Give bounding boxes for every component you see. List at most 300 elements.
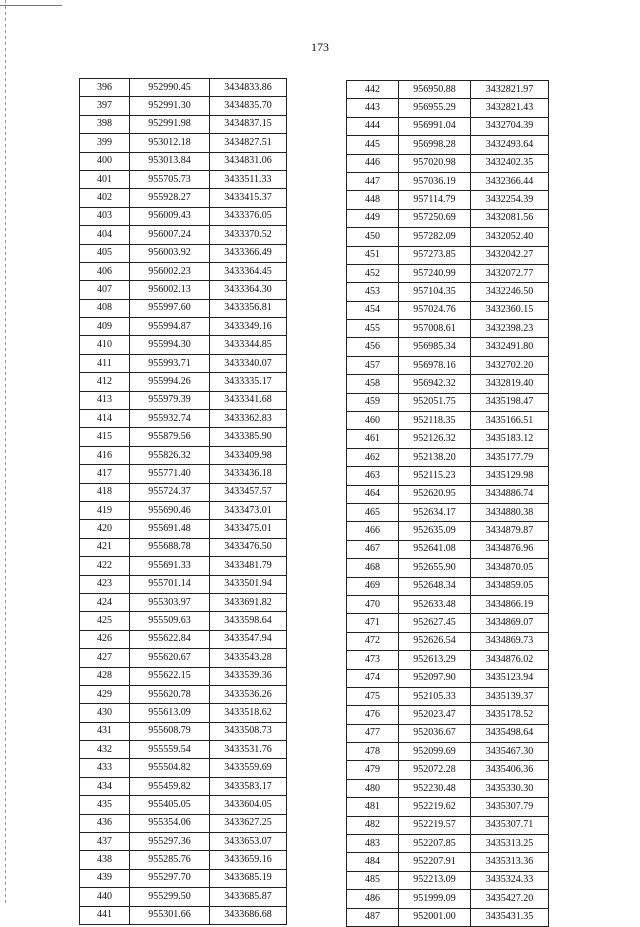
y-coordinate-cell: 3433536.26 xyxy=(210,685,287,703)
table-row xyxy=(80,465,287,483)
x-coordinate-cell: 955994.30 xyxy=(130,336,210,354)
y-coordinate-cell: 3435177.79 xyxy=(471,448,549,466)
y-coordinate-cell: 3434837.15 xyxy=(210,115,287,133)
point-number-cell: 470 xyxy=(347,595,399,613)
x-coordinate-cell: 955620.67 xyxy=(130,649,210,667)
y-coordinate-cell: 3435498.64 xyxy=(471,724,549,742)
table-row xyxy=(80,796,287,814)
x-coordinate-cell: 955622.15 xyxy=(130,667,210,685)
point-number-cell: 396 xyxy=(80,79,130,97)
y-coordinate-cell: 3435139.37 xyxy=(471,687,549,705)
table-row xyxy=(347,375,549,393)
y-coordinate-cell: 3433344.85 xyxy=(210,336,287,354)
x-coordinate-cell: 952641.08 xyxy=(399,540,471,558)
x-coordinate-cell: 955297.36 xyxy=(130,833,210,851)
y-coordinate-cell: 3433409.98 xyxy=(210,446,287,464)
x-coordinate-cell: 957008.61 xyxy=(399,320,471,338)
x-coordinate-cell: 955724.37 xyxy=(130,483,210,501)
table-row xyxy=(347,577,549,595)
y-coordinate-cell: 3433370.52 xyxy=(210,226,287,244)
point-number-cell: 411 xyxy=(80,354,130,372)
point-number-cell: 486 xyxy=(347,890,399,908)
y-coordinate-cell: 3432819.40 xyxy=(471,375,549,393)
table-row xyxy=(347,320,549,338)
y-coordinate-cell: 3432081.56 xyxy=(471,209,549,227)
point-number-cell: 461 xyxy=(347,430,399,448)
table-row xyxy=(80,354,287,372)
point-number-cell: 481 xyxy=(347,798,399,816)
table-row xyxy=(347,503,549,521)
table-row xyxy=(347,191,549,209)
table-row xyxy=(347,706,549,724)
table-row xyxy=(80,170,287,188)
x-coordinate-cell: 955826.32 xyxy=(130,446,210,464)
point-number-cell: 407 xyxy=(80,281,130,299)
point-number-cell: 418 xyxy=(80,483,130,501)
y-coordinate-cell: 3433686.68 xyxy=(210,906,287,924)
point-number-cell: 414 xyxy=(80,410,130,428)
point-number-cell: 438 xyxy=(80,851,130,869)
x-coordinate-cell: 952613.29 xyxy=(399,651,471,669)
point-number-cell: 464 xyxy=(347,485,399,503)
table-row xyxy=(347,540,549,558)
y-coordinate-cell: 3433531.76 xyxy=(210,741,287,759)
y-coordinate-cell: 3433583.17 xyxy=(210,777,287,795)
y-coordinate-cell: 3433518.62 xyxy=(210,704,287,722)
x-coordinate-cell: 956950.88 xyxy=(399,81,471,99)
table-row xyxy=(80,741,287,759)
y-coordinate-cell: 3432398.23 xyxy=(471,320,549,338)
x-coordinate-cell: 956991.04 xyxy=(399,117,471,135)
y-coordinate-cell: 3433604.05 xyxy=(210,796,287,814)
x-coordinate-cell: 956003.92 xyxy=(130,244,210,262)
point-number-cell: 417 xyxy=(80,465,130,483)
table-row xyxy=(347,209,549,227)
point-number-cell: 468 xyxy=(347,559,399,577)
x-coordinate-cell: 953013.84 xyxy=(130,152,210,170)
point-number-cell: 448 xyxy=(347,191,399,209)
y-coordinate-cell: 3435178.52 xyxy=(471,706,549,724)
x-coordinate-cell: 952620.95 xyxy=(399,485,471,503)
table-row xyxy=(347,835,549,853)
table-row xyxy=(80,777,287,795)
x-coordinate-cell: 952097.90 xyxy=(399,669,471,687)
x-coordinate-cell: 956985.34 xyxy=(399,338,471,356)
x-coordinate-cell: 952138.20 xyxy=(399,448,471,466)
y-coordinate-cell: 3435313.25 xyxy=(471,835,549,853)
x-coordinate-cell: 955688.78 xyxy=(130,538,210,556)
point-number-cell: 422 xyxy=(80,557,130,575)
point-number-cell: 469 xyxy=(347,577,399,595)
table-row xyxy=(347,393,549,411)
point-number-cell: 435 xyxy=(80,796,130,814)
x-coordinate-cell: 955354.06 xyxy=(130,814,210,832)
point-number-cell: 399 xyxy=(80,134,130,152)
y-coordinate-cell: 3433685.19 xyxy=(210,869,287,887)
x-coordinate-cell: 955690.46 xyxy=(130,501,210,519)
point-number-cell: 453 xyxy=(347,283,399,301)
y-coordinate-cell: 3435307.71 xyxy=(471,816,549,834)
table-row xyxy=(80,906,287,924)
point-number-cell: 472 xyxy=(347,632,399,650)
table-row xyxy=(347,651,549,669)
x-coordinate-cell: 956002.23 xyxy=(130,262,210,280)
table-row xyxy=(80,244,287,262)
y-coordinate-cell: 3435307.79 xyxy=(471,798,549,816)
x-coordinate-cell: 955705.73 xyxy=(130,170,210,188)
x-coordinate-cell: 956978.16 xyxy=(399,356,471,374)
table-row xyxy=(80,520,287,538)
x-coordinate-cell: 953012.18 xyxy=(130,134,210,152)
y-coordinate-cell: 3432491.80 xyxy=(471,338,549,356)
point-number-cell: 463 xyxy=(347,467,399,485)
y-coordinate-cell: 3435406.36 xyxy=(471,761,549,779)
x-coordinate-cell: 955620.78 xyxy=(130,685,210,703)
y-coordinate-cell: 3432821.43 xyxy=(471,99,549,117)
x-coordinate-cell: 955459.82 xyxy=(130,777,210,795)
x-coordinate-cell: 955994.87 xyxy=(130,318,210,336)
point-number-cell: 458 xyxy=(347,375,399,393)
table-row xyxy=(80,446,287,464)
x-coordinate-cell: 952627.45 xyxy=(399,614,471,632)
y-coordinate-cell: 3434833.86 xyxy=(210,79,287,97)
point-number-cell: 433 xyxy=(80,759,130,777)
y-coordinate-cell: 3434859.05 xyxy=(471,577,549,595)
table-row xyxy=(80,262,287,280)
point-number-cell: 405 xyxy=(80,244,130,262)
x-coordinate-cell: 952991.30 xyxy=(130,97,210,115)
table-row xyxy=(80,97,287,115)
y-coordinate-cell: 3433691.82 xyxy=(210,593,287,611)
point-number-cell: 429 xyxy=(80,685,130,703)
x-coordinate-cell: 955701.14 xyxy=(130,575,210,593)
point-number-cell: 487 xyxy=(347,908,399,926)
y-coordinate-cell: 3433335.17 xyxy=(210,373,287,391)
x-coordinate-cell: 952118.35 xyxy=(399,412,471,430)
y-coordinate-cell: 3434886.74 xyxy=(471,485,549,503)
table-row xyxy=(347,595,549,613)
y-coordinate-cell: 3434876.96 xyxy=(471,540,549,558)
table-row xyxy=(347,172,549,190)
point-number-cell: 452 xyxy=(347,264,399,282)
table-row xyxy=(347,448,549,466)
point-number-cell: 478 xyxy=(347,743,399,761)
y-coordinate-cell: 3433511.33 xyxy=(210,170,287,188)
table-row xyxy=(347,798,549,816)
point-number-cell: 437 xyxy=(80,833,130,851)
point-number-cell: 447 xyxy=(347,172,399,190)
y-coordinate-cell: 3433653.07 xyxy=(210,833,287,851)
table-row xyxy=(347,356,549,374)
y-coordinate-cell: 3433349.16 xyxy=(210,318,287,336)
y-coordinate-cell: 3433559.69 xyxy=(210,759,287,777)
x-coordinate-cell: 955301.66 xyxy=(130,906,210,924)
table-row xyxy=(80,318,287,336)
y-coordinate-cell: 3434827.51 xyxy=(210,134,287,152)
point-number-cell: 427 xyxy=(80,649,130,667)
top-rule xyxy=(0,5,62,6)
point-number-cell: 449 xyxy=(347,209,399,227)
table-row xyxy=(80,833,287,851)
table-row xyxy=(347,761,549,779)
point-number-cell: 474 xyxy=(347,669,399,687)
table-row xyxy=(80,152,287,170)
table-row xyxy=(80,722,287,740)
point-number-cell: 415 xyxy=(80,428,130,446)
x-coordinate-cell: 955993.71 xyxy=(130,354,210,372)
x-coordinate-cell: 955771.40 xyxy=(130,465,210,483)
y-coordinate-cell: 3432402.35 xyxy=(471,154,549,172)
table-row xyxy=(347,853,549,871)
table-row xyxy=(347,467,549,485)
point-number-cell: 419 xyxy=(80,501,130,519)
table-row xyxy=(347,559,549,577)
y-coordinate-cell: 3435183.12 xyxy=(471,430,549,448)
y-coordinate-cell: 3433501.94 xyxy=(210,575,287,593)
y-coordinate-cell: 3434866.19 xyxy=(471,595,549,613)
table-row xyxy=(80,391,287,409)
x-coordinate-cell: 955997.60 xyxy=(130,299,210,317)
table-row xyxy=(347,283,549,301)
table-row xyxy=(347,908,549,926)
x-coordinate-cell: 952051.75 xyxy=(399,393,471,411)
x-coordinate-cell: 952207.91 xyxy=(399,853,471,871)
point-number-cell: 439 xyxy=(80,869,130,887)
y-coordinate-cell: 3433341.68 xyxy=(210,391,287,409)
x-coordinate-cell: 957036.19 xyxy=(399,172,471,190)
table-row xyxy=(347,779,549,797)
y-coordinate-cell: 3433547.94 xyxy=(210,630,287,648)
page-number: 173 xyxy=(311,40,329,54)
point-number-cell: 413 xyxy=(80,391,130,409)
point-number-cell: 465 xyxy=(347,503,399,521)
x-coordinate-cell: 952115.23 xyxy=(399,467,471,485)
point-number-cell: 403 xyxy=(80,207,130,225)
point-number-cell: 423 xyxy=(80,575,130,593)
x-coordinate-cell: 952023.47 xyxy=(399,706,471,724)
x-coordinate-cell: 952633.48 xyxy=(399,595,471,613)
y-coordinate-cell: 3434870.05 xyxy=(471,559,549,577)
point-number-cell: 444 xyxy=(347,117,399,135)
y-coordinate-cell: 3434835.70 xyxy=(210,97,287,115)
table-row xyxy=(347,228,549,246)
y-coordinate-cell: 3432042.27 xyxy=(471,246,549,264)
point-number-cell: 455 xyxy=(347,320,399,338)
point-number-cell: 462 xyxy=(347,448,399,466)
x-coordinate-cell: 952036.67 xyxy=(399,724,471,742)
x-coordinate-cell: 952219.57 xyxy=(399,816,471,834)
table-row xyxy=(80,814,287,832)
point-number-cell: 401 xyxy=(80,170,130,188)
point-number-cell: 426 xyxy=(80,630,130,648)
x-coordinate-cell: 956955.29 xyxy=(399,99,471,117)
point-number-cell: 456 xyxy=(347,338,399,356)
x-coordinate-cell: 957250.69 xyxy=(399,209,471,227)
table-row xyxy=(80,428,287,446)
table-row xyxy=(347,816,549,834)
y-coordinate-cell: 3434869.73 xyxy=(471,632,549,650)
point-number-cell: 479 xyxy=(347,761,399,779)
table-row xyxy=(80,299,287,317)
point-number-cell: 451 xyxy=(347,246,399,264)
point-number-cell: 482 xyxy=(347,816,399,834)
y-coordinate-cell: 3432493.64 xyxy=(471,136,549,154)
y-coordinate-cell: 3435467.30 xyxy=(471,743,549,761)
point-number-cell: 420 xyxy=(80,520,130,538)
x-coordinate-cell: 955994.26 xyxy=(130,373,210,391)
y-coordinate-cell: 3434869.07 xyxy=(471,614,549,632)
table-row xyxy=(80,410,287,428)
x-coordinate-cell: 957024.76 xyxy=(399,301,471,319)
y-coordinate-cell: 3433659.16 xyxy=(210,851,287,869)
x-coordinate-cell: 957240.99 xyxy=(399,264,471,282)
point-number-cell: 416 xyxy=(80,446,130,464)
x-coordinate-cell: 955691.48 xyxy=(130,520,210,538)
point-number-cell: 440 xyxy=(80,888,130,906)
table-row xyxy=(80,557,287,575)
table-row xyxy=(347,264,549,282)
point-number-cell: 442 xyxy=(347,81,399,99)
table-row xyxy=(80,685,287,703)
y-coordinate-cell: 3432254.39 xyxy=(471,191,549,209)
x-coordinate-cell: 952655.90 xyxy=(399,559,471,577)
x-coordinate-cell: 956007.24 xyxy=(130,226,210,244)
x-coordinate-cell: 957104.35 xyxy=(399,283,471,301)
point-number-cell: 430 xyxy=(80,704,130,722)
x-coordinate-cell: 952072.28 xyxy=(399,761,471,779)
table-row xyxy=(347,99,549,117)
table-row xyxy=(347,412,549,430)
table-row xyxy=(347,632,549,650)
table-row xyxy=(347,871,549,889)
table-row xyxy=(80,134,287,152)
point-number-cell: 431 xyxy=(80,722,130,740)
table-row xyxy=(347,743,549,761)
x-coordinate-cell: 957114.79 xyxy=(399,191,471,209)
table-row xyxy=(80,575,287,593)
point-number-cell: 459 xyxy=(347,393,399,411)
y-coordinate-cell: 3432072.77 xyxy=(471,264,549,282)
table-row xyxy=(347,246,549,264)
point-number-cell: 398 xyxy=(80,115,130,133)
table-row xyxy=(347,522,549,540)
x-coordinate-cell: 955932.74 xyxy=(130,410,210,428)
x-coordinate-cell: 955879.56 xyxy=(130,428,210,446)
x-coordinate-cell: 956998.28 xyxy=(399,136,471,154)
x-coordinate-cell: 951999.09 xyxy=(399,890,471,908)
table-row xyxy=(347,485,549,503)
coordinates-table-right xyxy=(346,80,549,927)
point-number-cell: 425 xyxy=(80,612,130,630)
y-coordinate-cell: 3433436.18 xyxy=(210,465,287,483)
x-coordinate-cell: 952105.33 xyxy=(399,687,471,705)
y-coordinate-cell: 3434880.38 xyxy=(471,503,549,521)
x-coordinate-cell: 955299.50 xyxy=(130,888,210,906)
y-coordinate-cell: 3433364.30 xyxy=(210,281,287,299)
y-coordinate-cell: 3435198.47 xyxy=(471,393,549,411)
table-row xyxy=(80,759,287,777)
x-coordinate-cell: 955297.70 xyxy=(130,869,210,887)
point-number-cell: 421 xyxy=(80,538,130,556)
x-coordinate-cell: 952126.32 xyxy=(399,430,471,448)
table-row xyxy=(80,704,287,722)
point-number-cell: 485 xyxy=(347,871,399,889)
y-coordinate-cell: 3433376.05 xyxy=(210,207,287,225)
point-number-cell: 441 xyxy=(80,906,130,924)
point-number-cell: 471 xyxy=(347,614,399,632)
table-row xyxy=(80,207,287,225)
point-number-cell: 483 xyxy=(347,835,399,853)
x-coordinate-cell: 957282.09 xyxy=(399,228,471,246)
y-coordinate-cell: 3433475.01 xyxy=(210,520,287,538)
table-row xyxy=(347,669,549,687)
point-number-cell: 446 xyxy=(347,154,399,172)
x-coordinate-cell: 955928.27 xyxy=(130,189,210,207)
table-row xyxy=(80,593,287,611)
table-row xyxy=(80,336,287,354)
y-coordinate-cell: 3433385.90 xyxy=(210,428,287,446)
x-coordinate-cell: 955979.39 xyxy=(130,391,210,409)
table-row xyxy=(80,79,287,97)
y-coordinate-cell: 3435313.36 xyxy=(471,853,549,871)
y-coordinate-cell: 3435427.20 xyxy=(471,890,549,908)
x-coordinate-cell: 952219.62 xyxy=(399,798,471,816)
x-coordinate-cell: 955691.33 xyxy=(130,557,210,575)
y-coordinate-cell: 3435330.30 xyxy=(471,779,549,797)
point-number-cell: 397 xyxy=(80,97,130,115)
y-coordinate-cell: 3432821.97 xyxy=(471,81,549,99)
x-coordinate-cell: 952213.09 xyxy=(399,871,471,889)
table-row xyxy=(80,281,287,299)
y-coordinate-cell: 3433364.45 xyxy=(210,262,287,280)
table-row xyxy=(80,501,287,519)
point-number-cell: 432 xyxy=(80,741,130,759)
point-number-cell: 484 xyxy=(347,853,399,871)
x-coordinate-cell: 957020.98 xyxy=(399,154,471,172)
y-coordinate-cell: 3433481.79 xyxy=(210,557,287,575)
table-row xyxy=(80,189,287,207)
x-coordinate-cell: 955613.09 xyxy=(130,704,210,722)
y-coordinate-cell: 3435166.51 xyxy=(471,412,549,430)
point-number-cell: 412 xyxy=(80,373,130,391)
point-number-cell: 480 xyxy=(347,779,399,797)
table-row xyxy=(347,687,549,705)
table-row xyxy=(80,612,287,630)
page-binding-edge xyxy=(5,0,6,905)
x-coordinate-cell: 955608.79 xyxy=(130,722,210,740)
x-coordinate-cell: 952648.34 xyxy=(399,577,471,595)
point-number-cell: 436 xyxy=(80,814,130,832)
point-number-cell: 404 xyxy=(80,226,130,244)
x-coordinate-cell: 952099.69 xyxy=(399,743,471,761)
y-coordinate-cell: 3433457.57 xyxy=(210,483,287,501)
x-coordinate-cell: 955504.82 xyxy=(130,759,210,777)
y-coordinate-cell: 3432366.44 xyxy=(471,172,549,190)
x-coordinate-cell: 956942.32 xyxy=(399,375,471,393)
y-coordinate-cell: 3435431.35 xyxy=(471,908,549,926)
table-row xyxy=(347,154,549,172)
point-number-cell: 434 xyxy=(80,777,130,795)
point-number-cell: 457 xyxy=(347,356,399,374)
y-coordinate-cell: 3433685.87 xyxy=(210,888,287,906)
table-row xyxy=(80,483,287,501)
table-row xyxy=(347,724,549,742)
y-coordinate-cell: 3433356.81 xyxy=(210,299,287,317)
x-coordinate-cell: 955509.63 xyxy=(130,612,210,630)
table-row xyxy=(80,373,287,391)
x-coordinate-cell: 956009.43 xyxy=(130,207,210,225)
x-coordinate-cell: 952634.17 xyxy=(399,503,471,521)
